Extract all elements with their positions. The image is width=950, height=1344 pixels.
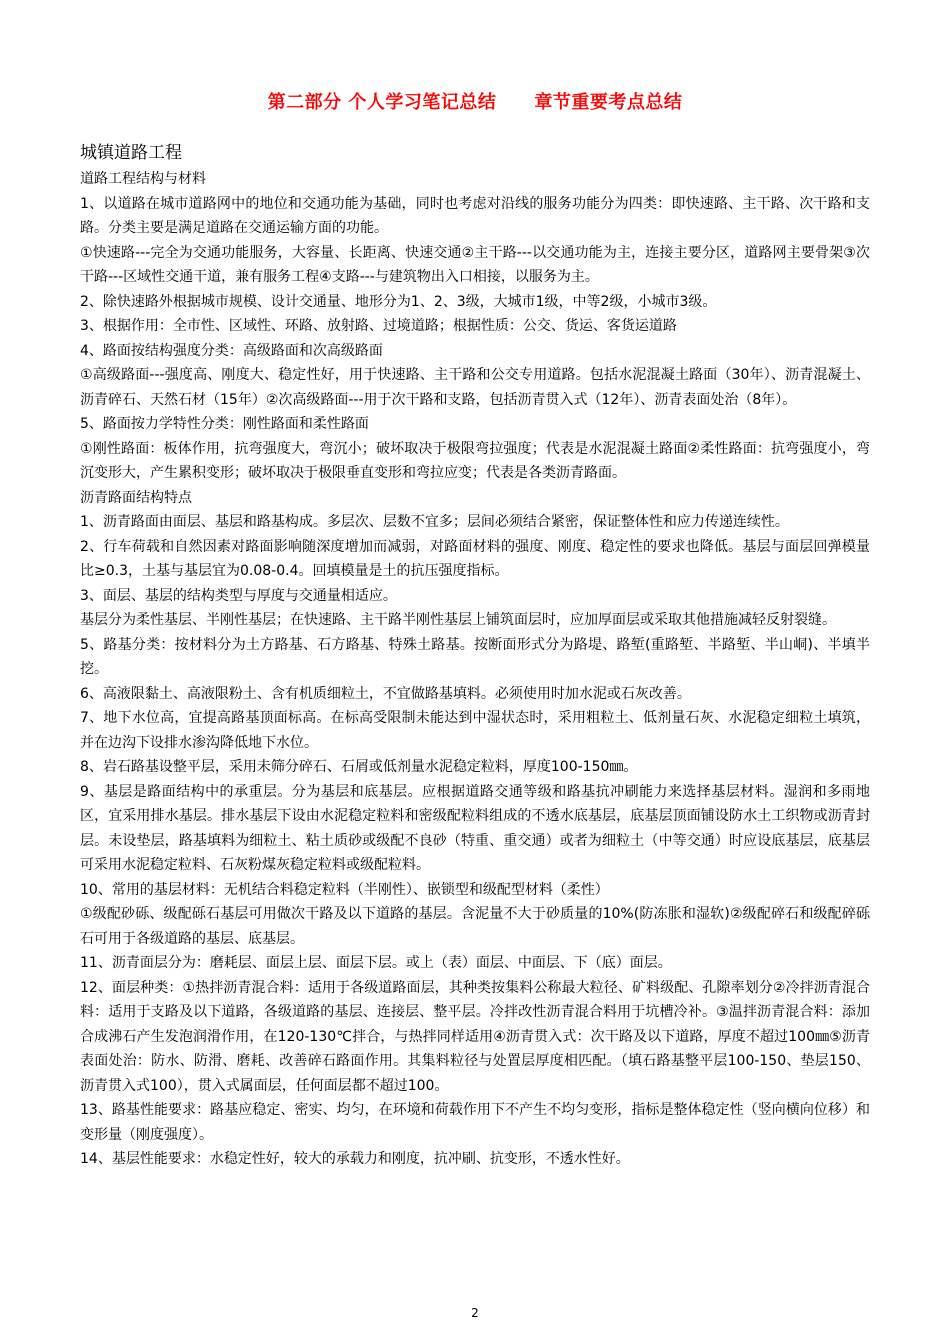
document-body	[80, 140, 870, 1172]
paragraph: 3、面层、基层的结构类型与厚度与交通量相适应。	[80, 587, 397, 604]
paragraph: 10、常用的基层材料：无机结合料稳定粒料（半刚性）、嵌锁型和级配型材料（柔性）	[80, 881, 609, 898]
title-part-1: 第二部分 个人学习笔记总结	[267, 92, 497, 113]
paragraph: 1、以道路在城市道路网中的地位和交通功能为基础，同时也考虑对沿线的服务功能分为四类：即快速路、主干路、次干路和支路。分类主要是满足道路在交通运输方面的功能。	[80, 195, 870, 236]
paragraph: ①刚性路面：板体作用，抗弯强度大，弯沉小；破坏取决于极限弯拉强度；代表是水泥混凝土路面②柔性路面：抗弯强度小，弯沉变形大，产生累积变形；破坏取决于极限垂直变形和弯拉应变；代表是各类沥青路面。	[80, 440, 870, 481]
paragraph: 2、除快速路外根据城市规模、设计交通量、地形分为1、2、3级，大城市1级，中等2级，小城市3级。	[80, 293, 717, 310]
paragraph: 12、面层种类：①热拌沥青混合料：适用于各级道路面层，其种类按集料公称最大粒径、矿料级配、孔隙率划分②冷拌沥青混合料：适用于支路及以下道路，各级道路的基层、连接层、整平层。冷拌改性沥青混合料用于坑槽冷补。③温拌沥青混合料：添加合成沸石产生发泡润滑作用，在120-130℃拌合，与热拌同样适用④沥青贯入式：次干路及以下道路，厚度不超过100㎜⑤沥青表面处治：防水、防滑、磨耗、改善碎石路面作用。其集料粒径与处置层厚度相匹配。（填石路基整平层100-150、垫层150、沥青贯入式100），贯入式属面层，任何面层都不超过100。	[80, 979, 870, 1094]
paragraph: 5、路基分类：按材料分为土方路基、石方路基、特殊土路基。按断面形式分为路堤、路堑(重路堑、半路堑、半山峒)、半填半挖。	[80, 636, 870, 677]
paragraph: ①快速路---完全为交通功能服务，大容量、长距离、快速交通②主干路---以交通功能为主，连接主要分区，道路网主要骨架③次干路---区域性交通干道，兼有服务工程④支路---与建筑物出入口相接，以服务为主。	[80, 244, 870, 285]
paragraph: 9、基层是路面结构中的承重层。分为基层和底基层。应根据道路交通等级和路基抗冲刷能力来选择基层材料。湿润和多雨地区，宜采用排水基层。排水基层下设由水泥稳定粒料和密级配粒料组成的不透水底基层，底基层顶面铺设防水土工织物或沥青封层。未设垫层，路基填料为细粒土、粘土质砂或级配不良砂（特重、重交通）或者为细粒土（中等交通）时应设底基层，底基层可采用水泥稳定粒料、石灰粉煤灰稳定粒料或级配粒料。	[80, 783, 870, 873]
paragraph: 6、高液限黏土、高液限粉土、含有机质细粒土，不宜做路基填料。必须使用时加水泥或石灰改善。	[80, 685, 691, 702]
paragraph: 7、地下水位高，宜提高路基顶面标高。在标高受限制未能达到中湿状态时，采用粗粒土、低剂量石灰、水泥稳定细粒土填筑，并在边沟下设排水渗沟降低地下水位。	[80, 710, 870, 751]
paragraph: 基层分为柔性基层、半刚性基层；在快速路、主干路半刚性基层上铺筑面层时，应加厚面层或采取其他措施减轻反射裂缝。	[80, 612, 836, 628]
paragraph: ①高级路面---强度高、刚度大、稳定性好，用于快速路、主干路和公交专用道路。包括水泥混凝土路面（30年）、沥青混凝土、沥青碎石、天然石材（15年）②次高级路面---用于次干路和支路，包括沥青贯入式（12年）、沥青表面处治（8年）。	[80, 367, 870, 408]
paragraph: 14、基层性能要求：水稳定性好，较大的承载力和刚度，抗冲刷、抗变形，不透水性好。	[80, 1151, 630, 1167]
section-heading: 城镇道路工程	[80, 143, 182, 163]
paragraph: 5、路面按力学特性分类：刚性路面和柔性路面	[80, 416, 369, 432]
paragraph: ①级配砂砾、级配砾石基层可用做次干路及以下道路的基层。含泥量不大于砂质量的10%(防冻胀和湿软)②级配碎石和级配碎砾石可用于各级道路的基层、底基层。	[80, 906, 870, 947]
paragraph: 1、沥青路面由面层、基层和路基构成。多层次、层数不宜多；层间必须结合紧密，保证整体性和应力传递连续性。	[80, 514, 789, 530]
page-title	[0, 88, 950, 114]
page-number: 2	[471, 1306, 479, 1320]
paragraph: 11、沥青面层分为：磨耗层、面层上层、面层下层。或上（表）面层、中面层、下（底）面层。	[80, 955, 672, 971]
paragraph: 3、根据作用：全市性、区域性、环路、放射路、过境道路；根据性质：公交、货运、客货运道路	[80, 318, 677, 334]
paragraph: 4、路面按结构强度分类：高级路面和次高级路面	[80, 342, 383, 359]
paragraph: 2、行车荷载和自然因素对路面影响随深度增加而减弱，对路面材料的强度、刚度、稳定性的要求也降低。基层与面层回弹模量比≥0.3，土基与基层宜为0.08-0.4。回填模量是土的抗压强度指标。	[80, 538, 870, 579]
paragraph: 13、路基性能要求：路基应稳定、密实、均匀，在环境和荷载作用下不产生不均匀变形，指标是整体稳定性（竖向横向位移）和变形量（刚度强度）。	[80, 1102, 870, 1143]
title-part-2: 章节重要考点总结	[534, 92, 683, 113]
paragraph: 道路工程结构与材料	[80, 171, 206, 187]
subsection-heading: 沥青路面结构特点	[80, 489, 192, 506]
paragraph: 8、岩石路基设整平层，采用未筛分碎石、石屑或低剂量水泥稳定粒料，厚度100-150㎜。	[80, 759, 638, 775]
